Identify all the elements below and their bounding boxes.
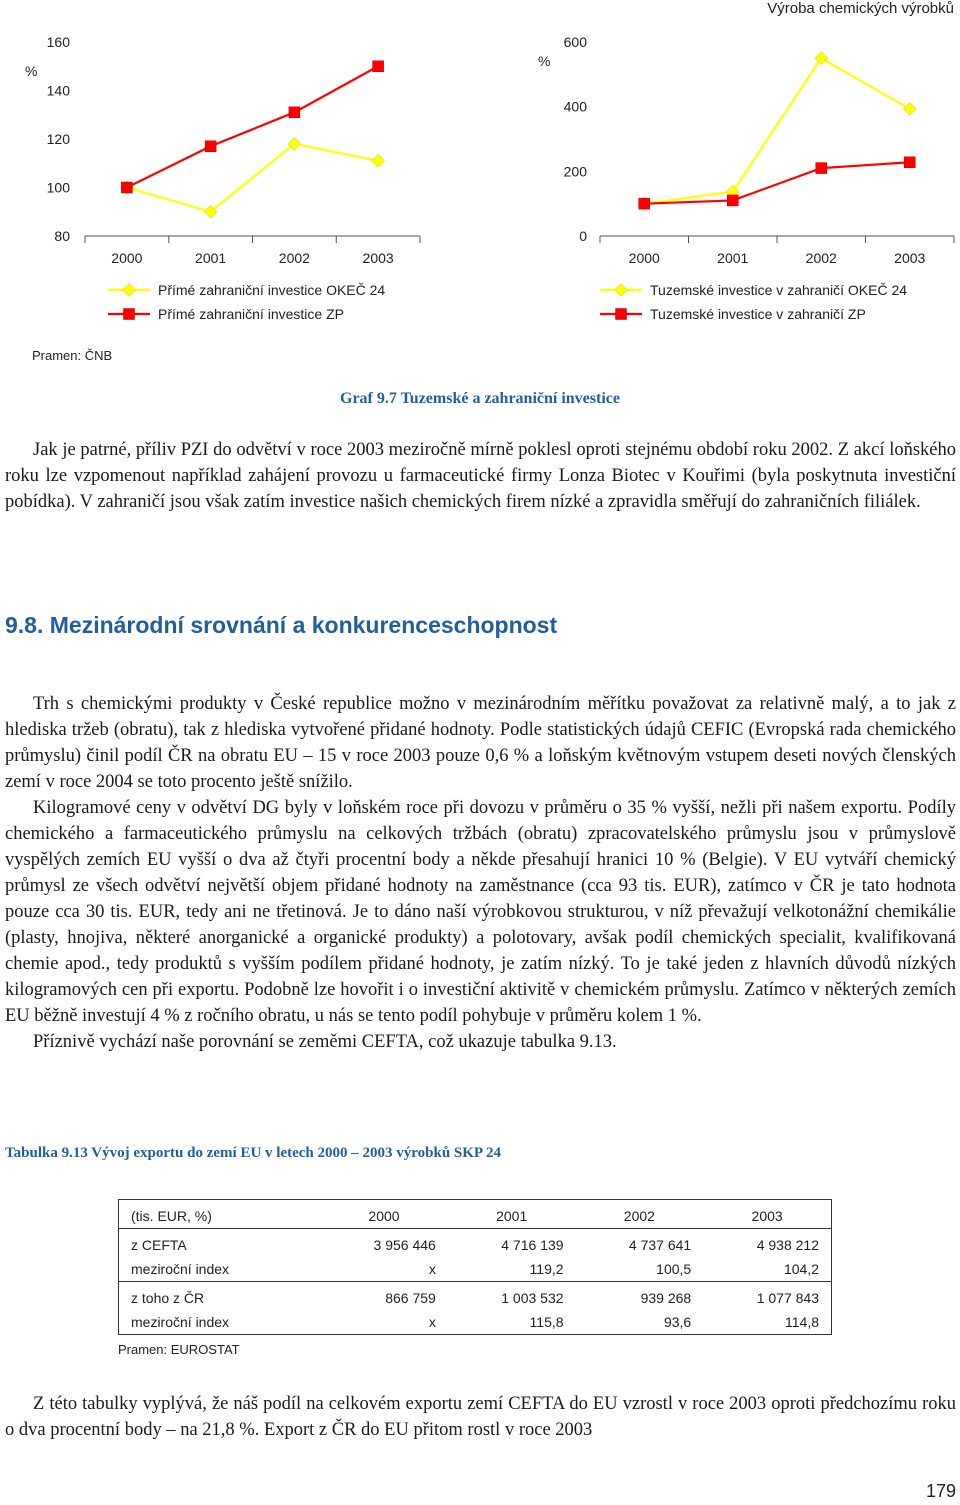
- x-tick-label: 2002: [278, 250, 310, 266]
- y-tick-label: 80: [54, 228, 70, 244]
- table-header-cell: 2000: [368, 1208, 400, 1224]
- table-cell: x: [428, 1314, 436, 1330]
- table-cell: 4 737 641: [576, 1229, 704, 1258]
- table-cell: z CEFTA: [119, 1229, 321, 1258]
- paragraph-2: Trh s chemickými produkty v České republice možno v mezinárodním měřítku považovat za relativně malý, a to jak z hlediska tržeb (obratu), tak z hlediska vytvořené přidané hodnoty. Podle statistických údajů CEFIC (Evropská rada chemického průmyslu) činil podíl ČR na obratu EU – 15 v roce 2003 pouze 0,6 % a loňským květnovým vstupem deseti nových členských zemí v roce 2004 se toto procento ještě snížilo.: [5, 694, 956, 792]
- data-point: [816, 163, 827, 174]
- y-tick-label: 0: [579, 228, 587, 244]
- chart-domestic-investment-abroad-svg: [524, 24, 960, 334]
- table-cell: 104,2: [783, 1261, 819, 1277]
- figure-caption: Graf 9.7 Tuzemské a zahraniční investice: [340, 390, 620, 407]
- data-point: [289, 107, 300, 118]
- y-tick-label: 140: [46, 82, 70, 99]
- table-row: [119, 1282, 832, 1311]
- closing-text: [5, 1391, 956, 1443]
- table-cell: 939 268: [576, 1282, 704, 1311]
- table-row: [119, 1257, 832, 1282]
- table-header-cell: (tis. EUR, %): [131, 1208, 212, 1224]
- series-line: [127, 144, 378, 212]
- x-tick-label: 2000: [111, 250, 143, 266]
- legend-label: Přímé zahraniční investice ZP: [158, 306, 344, 322]
- table-cell: 100,5: [656, 1261, 692, 1277]
- running-head: Výroba chemických výrobků: [767, 0, 954, 17]
- table-header-row: [119, 1200, 832, 1229]
- data-point: [639, 198, 650, 209]
- table-source: Pramen: EUROSTAT: [118, 1342, 240, 1357]
- series-line: [644, 58, 910, 204]
- paragraph-1: Jak je patrné, příliv PZI do odvětví v roce 2003 meziročně mírně poklesl oproti stejnému období roku 2002. Z akcí loňského roku lze vzpomenout například zahájení provozu u farmaceutické firmy Lonza Biotec v Kouřimi (byla poskytnuta investiční pobídka). V zahraničí jsou však zatím investice našich chemických firem nízké a zpravidla směřují do zahraničních filiálek.: [5, 440, 956, 512]
- chart-domestic-investment-abroad: [524, 24, 960, 334]
- table-cell: 4 716 139: [448, 1229, 576, 1258]
- table-cell: 115,8: [529, 1314, 564, 1330]
- export-table: [118, 1199, 832, 1335]
- legend-marker: [124, 309, 135, 320]
- x-tick-label: 2002: [805, 250, 837, 266]
- data-point: [904, 157, 915, 168]
- data-point: [121, 182, 132, 193]
- data-point: [815, 52, 828, 65]
- table-cell: 1 003 532: [448, 1282, 576, 1311]
- legend-marker: [615, 284, 628, 297]
- y-tick-label: 200: [563, 163, 587, 180]
- table-cell: 866 759: [320, 1282, 448, 1311]
- data-point: [903, 102, 916, 115]
- table-cell: 119,2: [529, 1261, 564, 1277]
- data-point: [727, 195, 738, 206]
- series-line: [127, 66, 378, 187]
- table-header-cell: 2003: [751, 1208, 783, 1224]
- page-number: 179: [925, 1481, 956, 1501]
- x-tick-label: 2000: [628, 250, 660, 266]
- table-row: [119, 1229, 832, 1258]
- table-cell: x: [428, 1261, 436, 1277]
- x-tick-label: 2003: [894, 250, 926, 266]
- legend-marker: [616, 309, 627, 320]
- table-cell: 4 938 212: [703, 1229, 831, 1258]
- y-tick-label: 400: [563, 98, 587, 115]
- x-tick-label: 2001: [717, 250, 749, 266]
- chart-source: Pramen: ČNB: [32, 348, 113, 363]
- data-point: [205, 141, 216, 152]
- legend-label: Tuzemské investice v zahraničí ZP: [650, 306, 866, 322]
- x-tick-label: 2001: [195, 250, 227, 266]
- data-point: [373, 61, 384, 72]
- y-axis-unit: %: [25, 63, 38, 79]
- paragraph-5: Z této tabulky vyplývá, že náš podíl na celkovém exportu zemí CEFTA do EU vzrostl v roce 2003 oproti předchozímu roku o dva procentní body – na 21,8 %. Export z ČR do EU přitom rostl v roce 2003: [5, 1394, 956, 1440]
- table-caption: Tabulka 9.13 Vývoj exportu do zemí EU v letech 2000 – 2003 výrobků SKP 24: [5, 1145, 502, 1161]
- section-heading: 9.8. Mezinárodní srovnání a konkurenceschopnost: [5, 612, 558, 638]
- table-header-cell: 2002: [623, 1208, 655, 1224]
- paragraph-investment: [5, 437, 956, 515]
- table-row: [119, 1310, 832, 1335]
- paragraph-4: Příznivě vychází naše porovnání se zeměmi CEFTA, což ukazuje tabulka 9.13.: [33, 1032, 617, 1052]
- chart-fdi-inflow: [0, 24, 430, 334]
- legend-marker: [123, 284, 136, 297]
- y-tick-label: 600: [563, 34, 587, 50]
- paragraph-3: Kilogramové ceny v odvětví DG byly v loňském roce při dovozu v průměru o 35 % vyšší, nežli při našem exportu. Podíly chemického a farmaceutického průmyslu na celkových tržbách (obratu) zpracovatelského průmyslu jsou v průmyslově vyspělých zemích EU vyšší o dva až čtyři procentní body a někde přesahují hranici 10 % (Belgie). V EU vytváří chemický průmysl ze všech odvětví největší objem přidané hodnoty na zaměstnance (cca 93 tis. EUR), zatímco v ČR je tato hodnota pouze cca 30 tis. EUR, tedy ani ne třetinová. Je to dáno naší výrobkovou strukturou, v níž převažují velkotonážní chemikálie (plasty, hnojiva, některé anorganické a organické produkty) a polotovary, avšak podíl chemických specialit, kvalifikovaná chemie apod., tedy produktů s vyšším podílem přidané hodnoty, je zatím nízký. To je také jeden z hlavních důvodů nízkých kilogramových cen při exportu. Podobně lze hovořit i o investiční aktivitě v chemickém průmyslu. Zatímco v některých zemích EU běžně investují 4 % z ročního obratu, u nás se tento podíl pohybuje v průměru kolem 1 %.: [5, 798, 956, 1026]
- table-cell: 93,6: [663, 1314, 692, 1330]
- data-point: [372, 154, 385, 167]
- y-axis-unit: %: [538, 53, 551, 69]
- chart-fdi-inflow-svg: [0, 24, 430, 334]
- legend-label: Přímé zahraniční investice OKEČ 24: [158, 282, 386, 298]
- y-tick-label: 100: [46, 179, 70, 196]
- table-cell: meziroční index: [131, 1261, 230, 1277]
- table-header-cell: 2001: [496, 1208, 528, 1224]
- y-tick-label: 160: [46, 34, 70, 50]
- table-cell: 1 077 843: [703, 1282, 831, 1311]
- y-tick-label: 120: [46, 131, 70, 147]
- table-cell: meziroční index: [131, 1314, 230, 1330]
- table-cell: 114,8: [785, 1314, 819, 1330]
- table-cell: z toho z ČR: [119, 1282, 321, 1311]
- table-cell: 3 956 446: [320, 1229, 448, 1258]
- x-tick-label: 2003: [362, 250, 394, 266]
- legend-label: Tuzemské investice v zahraničí OKEČ 24: [650, 282, 908, 298]
- section-body: [5, 691, 956, 1055]
